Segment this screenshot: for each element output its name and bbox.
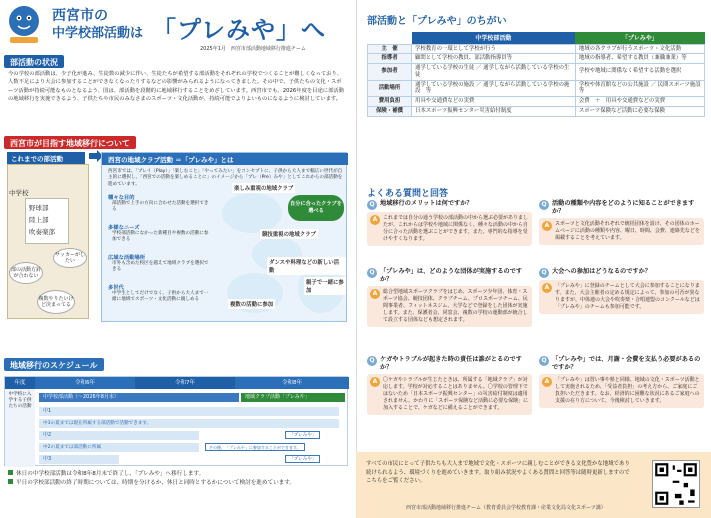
new-club-panel bbox=[101, 152, 347, 322]
left-column bbox=[0, 0, 352, 518]
join-note: その後、「プレみや」に参加することができます。 bbox=[205, 443, 305, 451]
faq-heading: よくある質問と回答 bbox=[367, 189, 449, 199]
faq-item: Q 大会への参加はどうなるのですか？ A 「プレみや」に登録のチームとして大会に参加することになります。また、大会主催者の定める規定によって、参加の可否が異なりますが、中体連の大会や吹奏楽・合唱連盟のコンクールなどは「プレみや」のチームも参加可能です。 bbox=[539, 268, 704, 314]
transition-diagram bbox=[3, 150, 349, 325]
faq-item: Q 地域移行のメリットは何ですか？ A これまでは自分の通う学校の部活動の中から選ぶ必要がありましたが、これからは学校や地域に関係なく、種々な活動の中から自分に合った活動を選ぶことができます。また、専門的な指導を受けやすくなります。 bbox=[367, 200, 532, 246]
note-bar: 中2の夏までは部活動に所属 bbox=[39, 443, 199, 452]
bottom-message: すべての市民にとって子供たちも大人まで地域で文化・スポーツに親しむことができる文化豊かな地域であり続けられるよう、環境づくりを進めていきます。取り組み状況やよくある質問と回答等は随時更新しますのでこちらをご覧ください。 bbox=[366, 461, 630, 484]
club-bar: 中学校部活動（～2026年8月末） bbox=[39, 393, 239, 402]
premiya-pill: 「プレみや」 bbox=[285, 455, 320, 463]
choose-club-badge: 自分に合ったクラブを選べる bbox=[288, 195, 344, 221]
feature-item: 市外も含めた校区を越えて地域クラブを選択できる bbox=[112, 261, 209, 273]
schedule-notes bbox=[8, 470, 295, 488]
page-title: 「プレみや」へ bbox=[152, 16, 327, 44]
illustration-label: 親子で一緒に参加 bbox=[304, 277, 346, 295]
year-header: 令和7年 bbox=[135, 377, 235, 389]
q-icon: Q bbox=[367, 268, 377, 278]
q-icon: Q bbox=[367, 200, 377, 210]
illustration-label: 楽しみ重視の地域クラブ bbox=[232, 183, 295, 193]
a-icon: A bbox=[370, 289, 380, 299]
new-club-heading: 西宮の地域クラブ活動 ＝「プレみや」とは bbox=[102, 153, 348, 165]
compare-heading: 部活動と「プレみや」のちがい bbox=[367, 16, 507, 27]
status-body: 今の学校の部活動は、少子化が進み、生徒数の減少に伴い、生徒たちが希望する部活動をそれぞれの学校でつくることが難しくなっており、人数不足により大会に参加することができなくなったりするなどの影響がみられるようになってきました。その中で、子供たちの文化・スポーツ活動が持続可能なものとなるよう、国は、部活動を段階的に地域移行することをめざしています。西宮市でも、2026年度を目途に部活動の地域移行を実施できるよう、子供たちや市民のみなさまのスポーツ・文化活動が、持続可能でよりよいものになるように検討しています。 bbox=[8, 71, 344, 103]
year-header: 年度 bbox=[5, 377, 35, 389]
grade-bar bbox=[39, 407, 339, 416]
title-line-2: 中学校部活動は bbox=[52, 26, 144, 41]
q-icon: Q bbox=[539, 200, 549, 210]
feature-item: 部活動で上手の方向に合わせた活動を選択できる bbox=[112, 201, 209, 213]
club-item: 陸上部 bbox=[29, 216, 49, 224]
grade-label: 中1 bbox=[43, 408, 52, 414]
schedule-chart bbox=[4, 376, 348, 466]
q-icon: Q bbox=[539, 356, 549, 366]
feature-title: 広域な活動場所 bbox=[108, 255, 146, 261]
feature-title: 多様なニーズ bbox=[108, 225, 140, 231]
grade-label: 中2 bbox=[43, 432, 52, 438]
faq-item: Q ケガやトラブルが起きた時の責任は誰がとるのですか？ A 〇ケガやトラブルが生じたときは、所属する「地域クラブ」が対応します。学校が対応することはありません。〇学校の管理下ではないため「日本スポーツ振興センター」の災害給付制度は適用されません。かわりに「スポーツ保険など活動に必要な保険」に加入することで、ケガなどに備えることができます。 bbox=[367, 356, 532, 415]
note-bar: 中3の夏までは現在所属する部活動で活動できます。 bbox=[39, 419, 339, 428]
q-icon: Q bbox=[367, 356, 377, 366]
speech-bubble: 部の活動方針が合わない bbox=[9, 262, 43, 284]
table-row: 参加者 通学している学校の生徒 ／ 通学しながら活動している学校の生徒 学校や地域に関係なく希望する活動を選択 bbox=[368, 64, 705, 81]
schedule-heading: 地域移行のスケジュール bbox=[4, 358, 104, 371]
faq-item: Q 「プレみや」では、月謝・会費を支払う必要があるのですか？ A 「プレみや」は習い事や塾と同様、地域の文化・スポーツ活動として実施されるため、「受益者負担」の考え方から、ご家庭にご負担いただきます。なお、経済的に困難な状況にあるご家庭への支援の在り方について、今後検討していきます。 bbox=[539, 356, 704, 408]
table-row: 主 催 学校教育の一環として学校が行う 地域の各クラブが行うスポーツ・文化活動 bbox=[368, 44, 705, 54]
table-row: 保険・補償 日本スポーツ振興センター災害給付制度 スポーツ保険など活動に必要な保険 bbox=[368, 107, 705, 117]
speech-bubble: サッカーがしたい bbox=[53, 248, 87, 268]
grade-bar bbox=[39, 431, 199, 440]
note-item: 休日の中学校部活動は令和8年8月末で終了し、「プレみや」へ移行します。 bbox=[8, 470, 295, 479]
illustration-circle bbox=[222, 193, 282, 233]
qr-code-icon[interactable] bbox=[652, 460, 700, 508]
premiya-bar: 地域クラブ活動「プレみや」 bbox=[241, 393, 345, 402]
compare-table bbox=[367, 32, 705, 117]
col-new: 「プレみや」 bbox=[575, 32, 704, 44]
title-bar bbox=[0, 0, 352, 52]
old-club-heading: これまでの部活動 bbox=[7, 152, 85, 164]
q-icon: Q bbox=[539, 268, 549, 278]
a-icon: A bbox=[542, 221, 552, 231]
a-icon: A bbox=[542, 377, 552, 387]
club-list bbox=[25, 198, 69, 244]
table-row: 指導者 顧問として学校の教員、部活動指導員等 地域の指導者、希望する教員（兼職兼業）等 bbox=[368, 54, 705, 64]
mascot-logo-icon bbox=[4, 3, 44, 45]
footer-credit: 西宮市部活動地域移行推進チーム（教育委員会学校教育課・産業文化局文化スポーツ課） bbox=[406, 505, 606, 511]
faq-item: Q 活動の種類や内容をどのように知ることができますか？ A スポーツと文化活動それぞれで統括団体を設け、その団体のホームページに活動の種類や内容、曜日、時間、会費、連絡先などを掲載することを考えています。 bbox=[539, 200, 704, 245]
table-row: 費用負担 用具や交通費などの実費 会費 ＋ 用具や交通費などの実費 bbox=[368, 97, 705, 107]
illustration-label: 複数の活動に参加 bbox=[228, 299, 275, 309]
title-line-1: 西宮市の bbox=[52, 8, 108, 24]
speech-bubble: 複数やりたいけど決まってる bbox=[37, 290, 75, 314]
grade-label: 中3 bbox=[43, 456, 52, 462]
a-icon: A bbox=[370, 215, 380, 225]
schedule-side-label: 中学校に入学する子供たちの活動 bbox=[5, 389, 35, 467]
illustration-label: ダンスや料理などの新しい活動 bbox=[267, 257, 346, 275]
feature-title: 多世代 bbox=[108, 285, 124, 291]
new-club-description: 西宮市では、「プレイ（Play）」「楽しむこと」「やってみたい」をコンセプトに、子供から大人まで幅広い世代が自主的に選択し、「西宮での活動を楽しめることに」のイメージから「プレ（Pre）みや」としてこれからの部活動を進めています。 bbox=[108, 169, 343, 187]
date-line: 2025年1月 西宮市部活動地域移行推進チーム bbox=[200, 46, 306, 52]
a-icon: A bbox=[370, 377, 380, 387]
school-label: 中学校 bbox=[9, 189, 29, 197]
premiya-pill: 「プレみや」 bbox=[285, 431, 320, 439]
illustration-label: 競技重視の地域クラブ bbox=[260, 229, 318, 239]
bottom-band bbox=[356, 452, 711, 518]
feature-title: 種々な目的 bbox=[108, 195, 135, 201]
table-row: 活動場所 通学している学校の施設 ／ 通学しながら活動している学校の施設 等 学校や体育館などの公共施設 ／ 民間スポーツ施設 等 bbox=[368, 80, 705, 97]
transition-heading: 西宮市が目指す地域移行について bbox=[4, 136, 136, 149]
club-item: 野球部 bbox=[29, 204, 49, 212]
a-icon: A bbox=[542, 283, 552, 293]
table-header-row bbox=[368, 32, 705, 44]
club-item: 吹奏楽部 bbox=[29, 228, 55, 236]
note-item: 平日の学校部活動の終了時期については、時期を分けるか、休日と同時とするかについて検討を進めています。 bbox=[8, 479, 295, 488]
col-old: 中学校部活動 bbox=[412, 32, 576, 44]
right-column bbox=[356, 0, 711, 518]
grade-bar bbox=[39, 455, 119, 464]
faq-item: Q 「プレみや」は、どのような団体が実施するのですか？ A 総合型地域スポーツクラブをはじめ、スポーツ少年団、体育・スポーツ協会、競技団体、クラブチーム、プロスポーツチーム、民間事業者、フィットネスジム、大学などで登録をした団体が実施します。また、保護者会、同窓会、複数の学校の運動部が統合して設立する団体なども想定されます。 bbox=[367, 268, 532, 327]
year-header: 令和8年 bbox=[235, 377, 349, 389]
feature-item: 中学生としてだけでなく、子供から大人まで一緒に地域でスポーツ・文化活動に親しめる bbox=[112, 291, 209, 303]
feature-item: 学校部活動になかった新種目や複数の活動に参加できる bbox=[112, 231, 209, 243]
year-header: 令和6年 bbox=[35, 377, 135, 389]
status-heading: 部活動の状況 bbox=[4, 55, 64, 68]
